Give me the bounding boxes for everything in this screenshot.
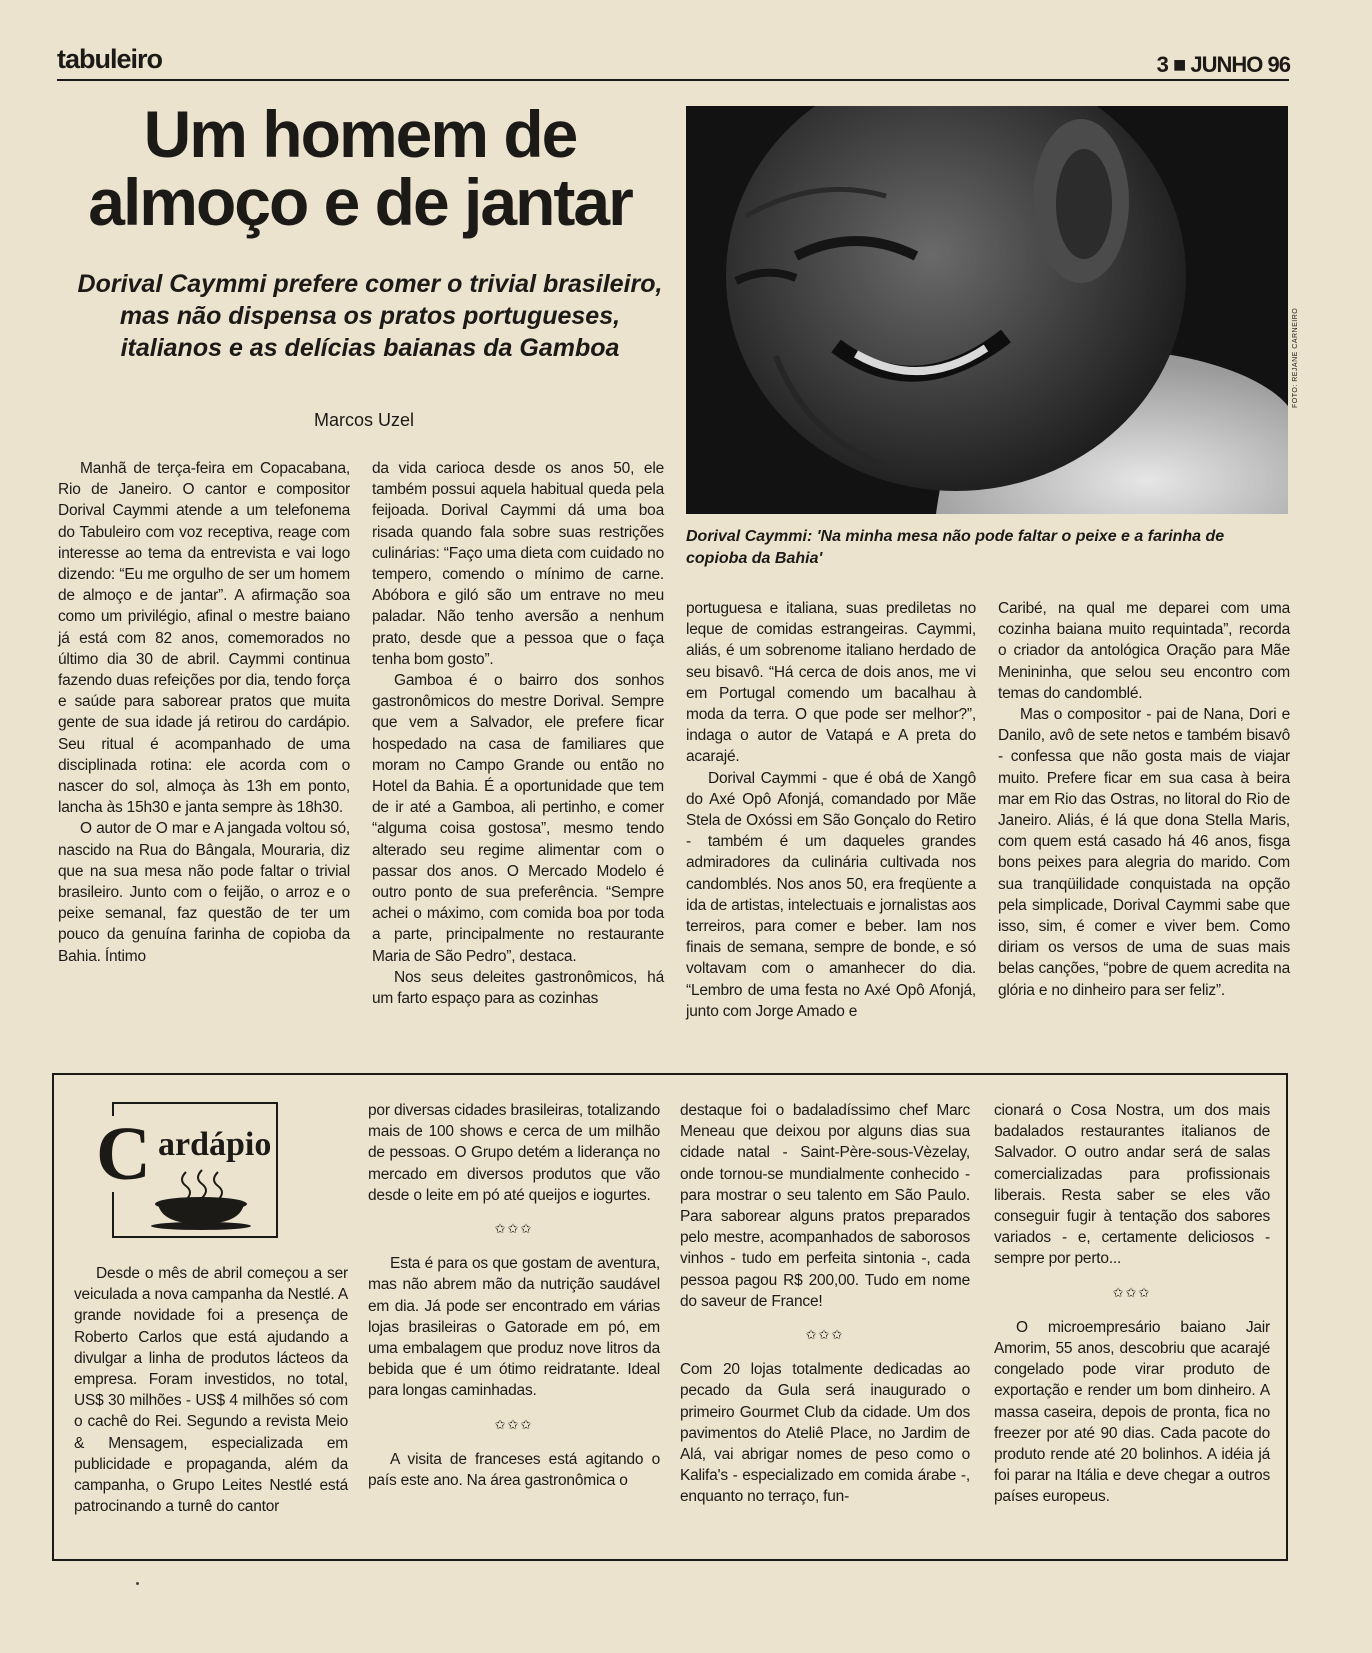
logo-letter: C xyxy=(96,1112,151,1196)
article-headline: Um homem de almoço e de jantar xyxy=(88,97,632,239)
bowl-icon xyxy=(146,1168,256,1230)
issue-date: 3 ■ JUNHO 96 xyxy=(1156,52,1290,77)
article-column-3 xyxy=(686,598,976,1022)
paragraph: Caribé, na qual me deparei com uma cozinha baiana muito requintada”, recorda o criador da antológica Oração para Mãe Menininha, que selou seu encontro com temas do candomblé. xyxy=(998,600,1290,702)
article-byline: Marcos Uzel xyxy=(313,410,415,430)
cardapio-column-2 xyxy=(368,1100,660,1491)
paragraph: Esta é para os que gostam de aventura, mas não abrem mão da nutrição saudável em dia. Já pode ser encontrado em várias lojas brasileiras o Gatorade em pó, em uma embalagem que produz nove litros da bebida que é um ótimo reidratante. Ideal para longas caminhadas. xyxy=(368,1255,660,1400)
logo-word: ardápio xyxy=(158,1126,272,1163)
article-column-1 xyxy=(58,458,350,967)
paragraph: Desde o mês de abril começou a ser veiculada a nova campanha da Nestlé. A grande novidade foi a presença de Roberto Carlos que está ajudando a divulgar a linha de produtos lácteos da empresa. Foram investidos, no total, US$ 30 milhões - US$ 4 milhões só com o cachê do Rei. Segundo a revista Meio & Mensagem, especializada em publicidade e propaganda, além da campanha, o Grupo Leites Nestlé está patrocinando a turnê do cantor xyxy=(74,1265,348,1516)
cardapio-column-1 xyxy=(74,1263,348,1517)
paragraph: Nos seus deleites gastronômicos, há um farto espaço para as cozinhas xyxy=(372,968,664,1008)
section-name: tabuleiro xyxy=(57,44,163,74)
paragraph: A visita de franceses está agitando o país este ano. Na área gastronômica o xyxy=(368,1450,660,1490)
cardapio-logo xyxy=(96,1098,282,1236)
masthead-rule xyxy=(57,79,1289,81)
photo-credit: FOTO: REJANE CARNEIRO xyxy=(1292,307,1299,408)
cardapio-column-3 xyxy=(680,1100,970,1508)
portrait-illustration xyxy=(686,106,1288,514)
paragraph: da vida carioca desde os anos 50, ele também possui aquela habitual queda pela feijoada. Dorival Caymmi dá uma boa risada quando fala sobre suas restrições culinárias: “Faço uma dieta com cuidado no tempero, comendo o mínimo de carne. Abóbora e giló são um entrave no meu paladar. Não tenho aversão a nenhum prato, desde que a pessoa que o faça tenha bom gosto”. xyxy=(372,460,664,668)
paragraph: cionará o Cosa Nostra, um dos mais badalados restaurantes italianos de Salvador. O outro andar será de salas comercializadas para profissionais liberais. Resta saber se eles vão conseguir fugir à tentação dos sabores variados - e, certamente deliciosos - sempre por perto... xyxy=(994,1102,1270,1268)
separator-stars: ✩✩✩ xyxy=(494,1221,534,1237)
paragraph: Gamboa é o bairro dos sonhos gastronômicos do mestre Dorival. Sempre que vem a Salvador, ele prefere ficar hospedado na casa de familiares que moram no Campo Grande ou então no Hotel da Bahia. É a oportunidade que tem de ir até a Gamboa, ali pertinho, e comer “alguma coisa gostosa”, mesmo tendo alterado seu regime alimentar com o passar dos anos. O Mercado Modelo é outro ponto de sua preferência. “Sempre achei o máximo, com comida boa por toda a parte, principalmente no restaurante Maria de São Pedro”, destaca. xyxy=(372,672,664,965)
print-speck xyxy=(136,1582,139,1585)
separator-stars: ✩✩✩ xyxy=(1112,1284,1152,1300)
separator-stars: ✩✩✩ xyxy=(805,1327,845,1343)
paragraph: Mas o compositor - pai de Nana, Dori e Danilo, avô de sete netos e também bisavô - confessa que não gosta mais de viajar muito. Prefere ficar em sua casa à beira mar em Rio das Ostras, no litoral do Rio de Janeiro. Aliás, é lá que dona Stella Maris, com quem está casado há 46 anos, fisga bons peixes para alegria do marido. Com sua tranqüilidade conquistada na opção pela simplicade, Dorival Caymmi sabe que isso, sim, é comer e viver bem. Como diriam os versos de uma de suas mais belas canções, “pobre de quem acredita na glória e no dinheiro para ser feliz”. xyxy=(998,706,1290,999)
paragraph: portuguesa e italiana, suas prediletas no leque de comidas estrangeiras. Caymmi, aliás, é um sobrenome italiano herdado de seu bisavô. “Há cerca de dois anos, me vi em Portugal comendo um bacalhau à moda da terra. O que pode ser melhor?”, indaga o autor de Vatapá e A preta do acarajé. xyxy=(686,600,976,766)
paragraph: destaque foi o badaladíssimo chef Marc Meneau que deixou por alguns dias sua cidade natal - Saint-Père-sous-Vèzelay, onde tornou-se mundialmente conhecido - para mostrar o seu talento em São Paulo. Para saborear alguns pratos preparados pelo mestre, acompanhados de saborosos vinhos - tudo em perfeita sintonia -, cada pessoa pagou R$ 200,00. Tudo em nome do saveur de France! xyxy=(680,1102,970,1310)
article-column-4 xyxy=(998,598,1290,1001)
separator-stars: ✩✩✩ xyxy=(494,1416,534,1432)
paragraph: Manhã de terça-feira em Copacabana, Rio de Janeiro. O cantor e compositor Dorival Caymmi atende a um telefonema do Tabuleiro com voz receptiva, reage com interesse ao tema da entrevista e vai logo dizendo: “Eu me orgulho de ser um homem de almoço e de jantar”. A afirmação soa como um privilégio, afinal o mestre baiano já está com 82 anos, comemorados no último dia 30 de abril. Caymmi continua fazendo duas refeições por dia, tendo força e saúde para saborear pratos que muita gente de sua idade já retirou do cardápio. Seu ritual é acompanhado de uma disciplinada rotina: ele acorda com o nascer do sol, almoça às 13h em ponto, lancha às 15h30 e janta sempre às 18h30. xyxy=(58,460,350,817)
paragraph: O autor de O mar e A jangada voltou só, nascido na Rua do Bângala, Mouraria, diz que na sua mesa não pode faltar o trivial brasileiro. Junto com o feijão, o arroz e o peixe semanal, faz questão de ter um pouco da genuína farinha de copioba da Bahia. Íntimo xyxy=(58,820,350,965)
article-deck: Dorival Caymmi prefere comer o trivial brasileiro, mas não dispensa os pratos portugueses, italianos e as delícias baianas da Gamboa xyxy=(77,270,663,362)
article-column-2 xyxy=(372,458,664,1009)
portrait-photo xyxy=(686,106,1288,514)
paragraph: Dorival Caymmi - que é obá de Xangô do Axé Opô Afonjá, comandado por Mãe Stela de Oxóssi em São Gonçalo do Retiro - também é um daqueles grandes admiradores da culinária cultivada nos candomblés. Nos anos 50, era freqüente a ida de artistas, intelectuais e jornalistas aos terreiros, para comer e beber. Iam nos finais de semana, sempre de bonde, e só voltavam com o amanhecer do dia. “Lembro de uma festa no Axé Opô Afonjá, junto com Jorge Amado e xyxy=(686,769,976,1020)
paragraph: por diversas cidades brasileiras, totalizando mais de 100 shows e cerca de um milhão de pessoas. O Grupo detém a liderança no mercado em diversos produtos que vão desde o leite em pó até queijos e iogurtes. xyxy=(368,1102,660,1204)
photo-caption: Dorival Caymmi: 'Na minha mesa não pode faltar o peixe e a farinha de copioba da Bahia' xyxy=(686,528,1225,567)
paragraph: Com 20 lojas totalmente dedicadas ao pecado da Gula será inaugurado o primeiro Gourmet Club da cidade. Um dos pavimentos do Ateliê Place, no Jardim de Alá, vai abrigar nomes de peso como o Kalifa's - especializado em comida árabe -, enquanto no terraço, fun- xyxy=(680,1361,970,1506)
cardapio-column-4 xyxy=(994,1100,1270,1508)
paragraph: O microempresário baiano Jair Amorim, 55 anos, descobriu que acarajé congelado pode virar produto de exportação e render um bom dinheiro. A massa caseira, depois de pronta, fica no freezer por até 90 dias. Cada pacote do produto rende até 20 bolinhos. A idéia já foi parar na Itália e deve chegar a outros países europeus. xyxy=(994,1318,1270,1506)
